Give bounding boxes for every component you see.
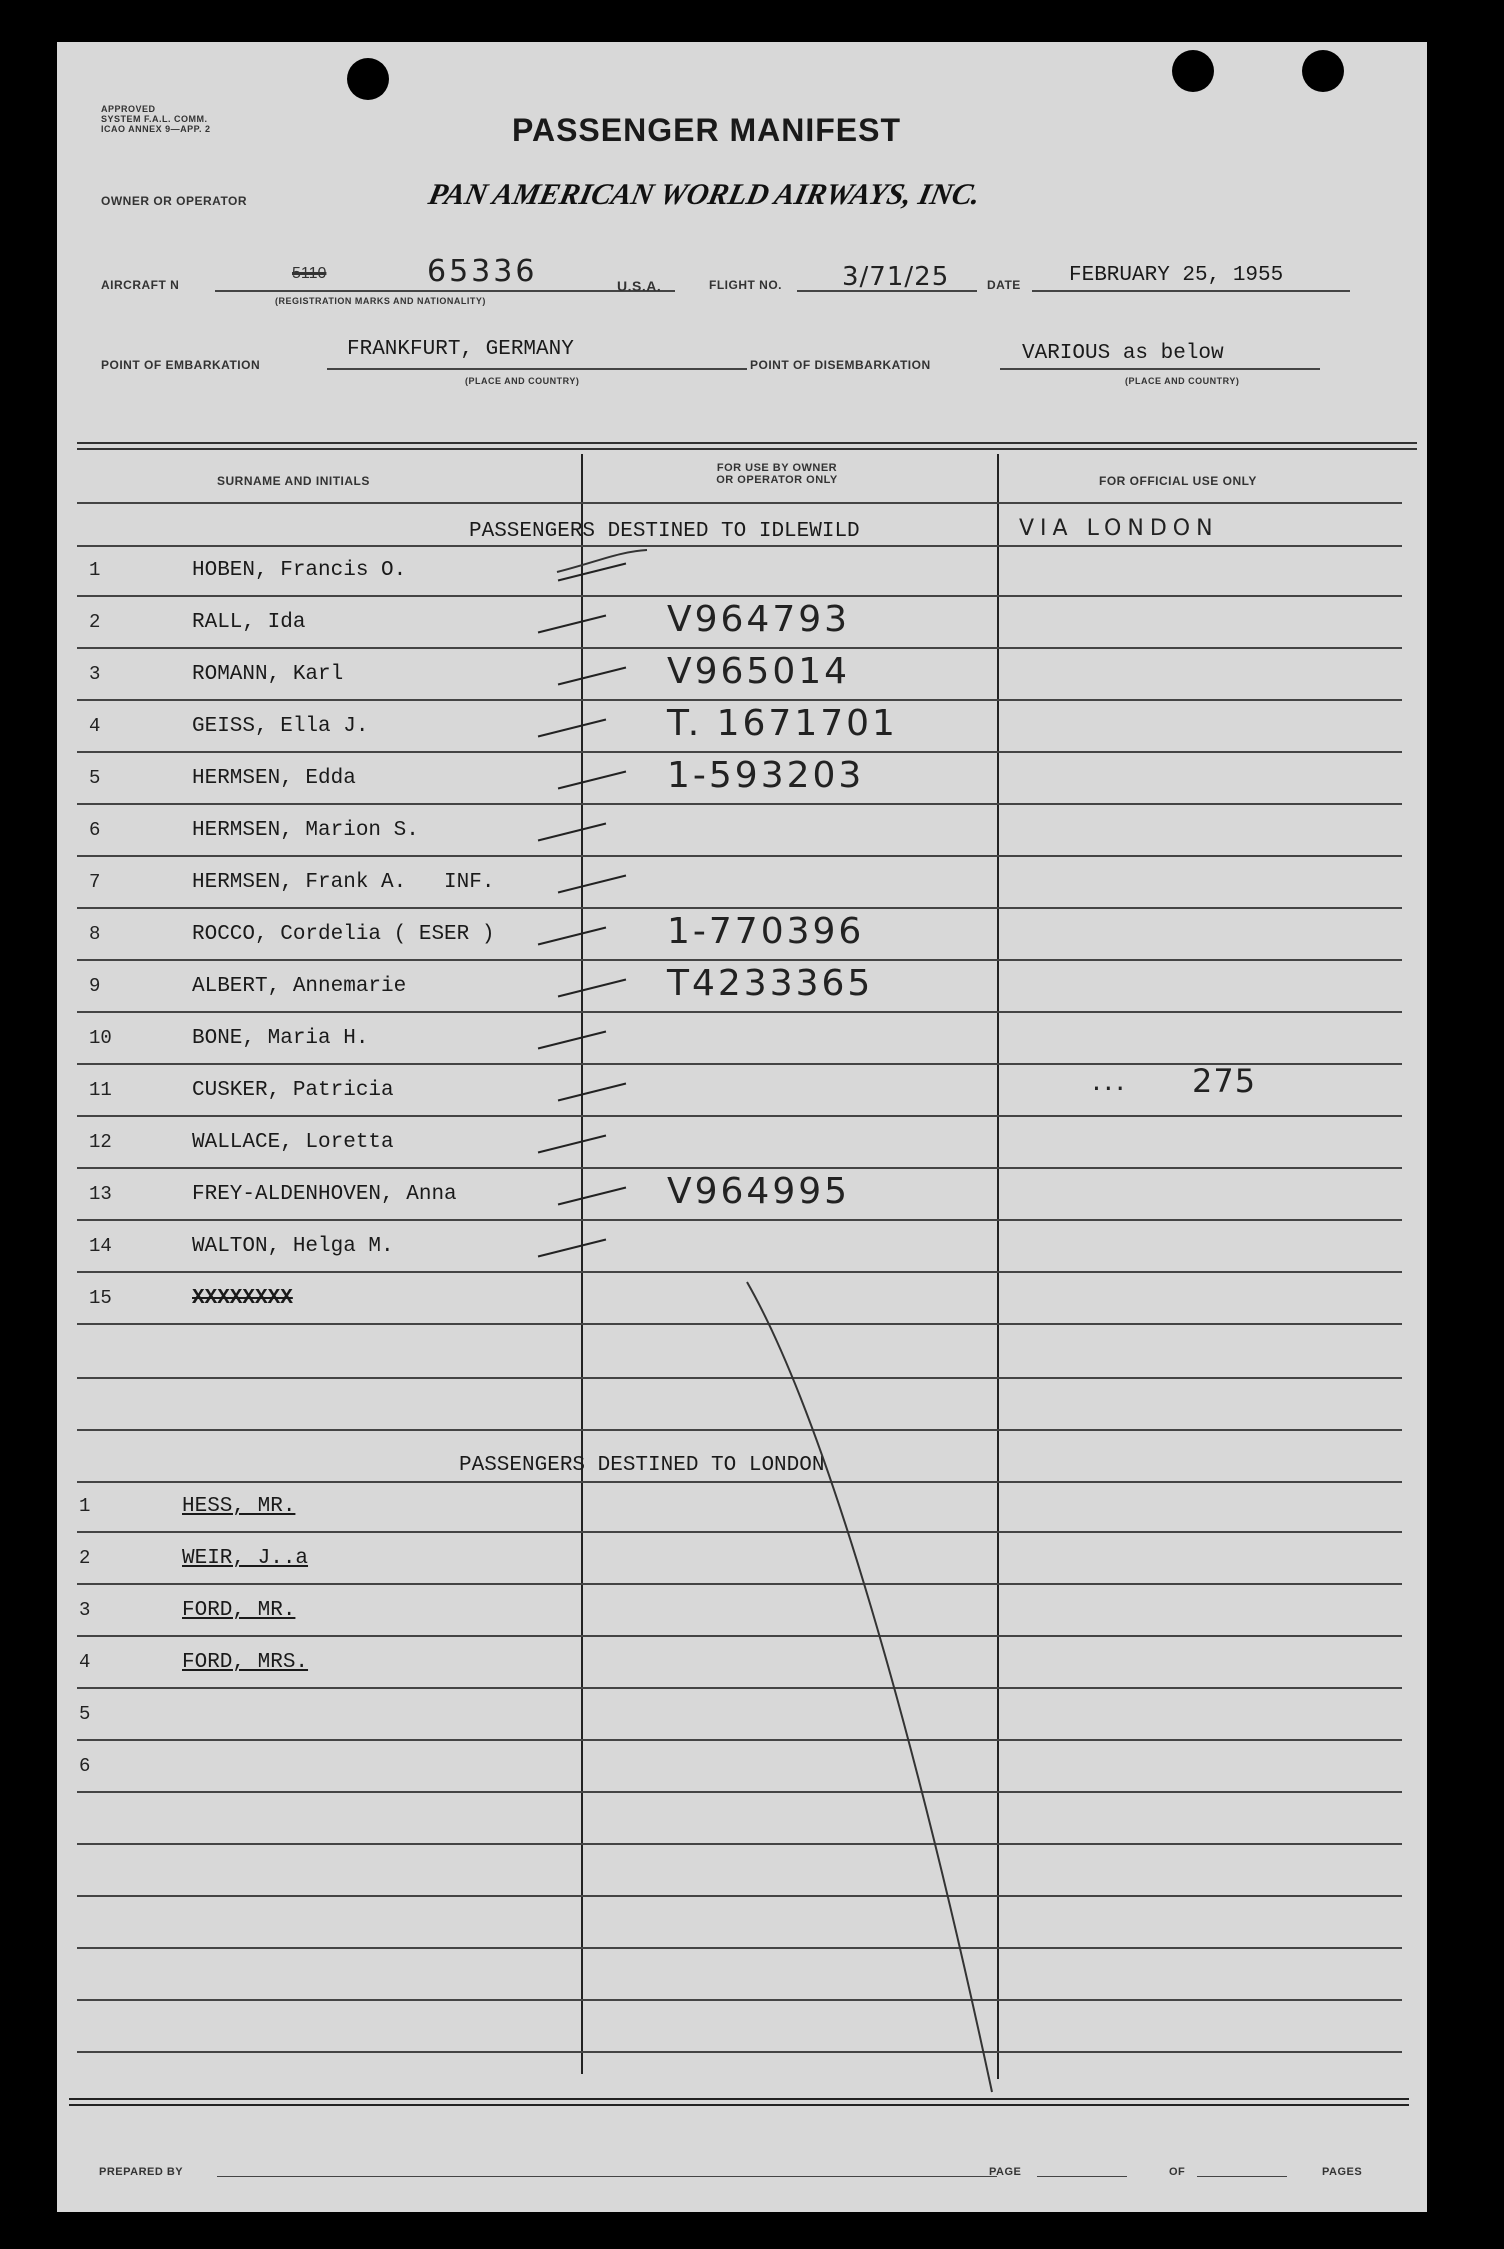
date-value: FEBRUARY 25, 1955: [1069, 264, 1284, 287]
document-number: V965014: [667, 651, 851, 692]
passenger-name: GEISS, Ella J.: [192, 715, 369, 738]
place-caption: (PLACE AND COUNTRY): [465, 376, 580, 386]
airline-name: PAN AMERICAN WORLD AIRWAYS, INC.: [425, 178, 984, 211]
passenger-name: XXXXXXXX: [192, 1287, 293, 1310]
passenger-name: WEIR, J..a: [182, 1547, 309, 1570]
row-number: 14: [89, 1235, 112, 1257]
aircraft-value: 65336: [427, 254, 538, 289]
prepared-by-label: PREPARED BY: [99, 2166, 184, 2178]
passenger-name: HESS, MR.: [182, 1495, 296, 1518]
passenger-name: WALLACE, Loretta: [192, 1131, 394, 1154]
column-header-owner: FOR USE BY OWNER OR OPERATOR ONLY: [716, 462, 838, 486]
pen-stroke: [57, 42, 1427, 2212]
flight-value: 3/71/25: [842, 262, 950, 292]
usa-label: U.S.A.: [617, 278, 662, 294]
passenger-name: CUSKER, Patricia: [192, 1079, 394, 1102]
row-number: 7: [89, 871, 101, 893]
column-header-surname: SURNAME AND INITIALS: [217, 474, 370, 488]
registration-caption: (REGISTRATION MARKS AND NATIONALITY): [275, 296, 486, 306]
passenger-name: ALBERT, Annemarie: [192, 975, 407, 998]
official-dots: ...: [1092, 1064, 1128, 1097]
passenger-name: HOBEN, Francis O.: [192, 559, 407, 582]
passenger-name: FORD, MR.: [182, 1599, 296, 1622]
section-title-idlewild: PASSENGERS DESTINED TO IDLEWILD: [469, 520, 860, 543]
row-number: 4: [89, 715, 101, 737]
passenger-name: HERMSEN, Marion S.: [192, 819, 419, 842]
passenger-name: HERMSEN, Edda: [192, 767, 356, 790]
disembarkation-label: POINT OF DISEMBARKATION: [750, 358, 931, 372]
row-number: 2: [79, 1547, 91, 1569]
manifest-page: [57, 42, 1427, 2212]
row-number: 4: [79, 1651, 91, 1673]
passenger-name: BONE, Maria H.: [192, 1027, 369, 1050]
of-label: OF: [1169, 2166, 1186, 2178]
passenger-name: WALTON, Helga M.: [192, 1235, 394, 1258]
approval-line: APPROVED: [101, 104, 156, 114]
embarkation-value: FRANKFURT, GERMANY: [347, 338, 574, 361]
row-number: 5: [79, 1703, 91, 1725]
pages-label: PAGES: [1322, 2166, 1363, 2178]
document-number: V964995: [667, 1171, 851, 1212]
owner-label: OWNER OR OPERATOR: [101, 194, 248, 208]
row-number: 2: [89, 611, 101, 633]
row-number: 11: [89, 1079, 112, 1101]
page-title: PASSENGER MANIFEST: [512, 112, 901, 148]
approval-line: ICAO ANNEX 9—APP. 2: [101, 124, 211, 134]
row-number: 10: [89, 1027, 112, 1049]
approval-line: SYSTEM F.A.L. COMM.: [101, 114, 208, 124]
row-number: 9: [89, 975, 101, 997]
row-number: 1: [89, 559, 101, 581]
passenger-name: FORD, MRS.: [182, 1651, 309, 1674]
row-number: 3: [79, 1599, 91, 1621]
row-number: 1: [79, 1495, 91, 1517]
place-caption: (PLACE AND COUNTRY): [1125, 376, 1240, 386]
date-label: DATE: [987, 278, 1021, 292]
document-number: 1-593203: [667, 755, 865, 796]
row-number: 13: [89, 1183, 112, 1205]
row-number: 6: [89, 819, 101, 841]
column-header-official: FOR OFFICIAL USE ONLY: [1099, 474, 1257, 488]
section-title-london: PASSENGERS DESTINED TO LONDON: [459, 1454, 825, 1477]
embarkation-label: POINT OF EMBARKATION: [101, 358, 261, 372]
official-mark: 275: [1192, 1062, 1257, 1100]
row-number: 8: [89, 923, 101, 945]
row-number: 6: [79, 1755, 91, 1777]
passenger-name: ROCCO, Cordelia ( ESER ): [192, 923, 495, 946]
row-number: 3: [89, 663, 101, 685]
aircraft-struck: 5110: [292, 265, 327, 282]
passenger-name: RALL, Ida: [192, 611, 306, 634]
passenger-name: HERMSEN, Frank A. INF.: [192, 871, 495, 894]
row-number: 5: [89, 767, 101, 789]
section-note: VIA LONDON: [1019, 516, 1219, 541]
flight-label: FLIGHT NO.: [709, 278, 782, 292]
document-number: T. 1671701: [667, 703, 898, 744]
document-number: 1-770396: [667, 911, 865, 952]
document-number: V964793: [667, 599, 851, 640]
page-label: PAGE: [989, 2166, 1022, 2178]
row-number: 12: [89, 1131, 112, 1153]
passenger-name: FREY-ALDENHOVEN, Anna: [192, 1183, 457, 1206]
passenger-name: ROMANN, Karl: [192, 663, 344, 686]
disembarkation-value: VARIOUS as below: [1022, 342, 1224, 365]
row-number: 15: [89, 1287, 112, 1309]
aircraft-label: AIRCRAFT N: [101, 278, 180, 292]
document-number: T4233365: [667, 963, 874, 1004]
